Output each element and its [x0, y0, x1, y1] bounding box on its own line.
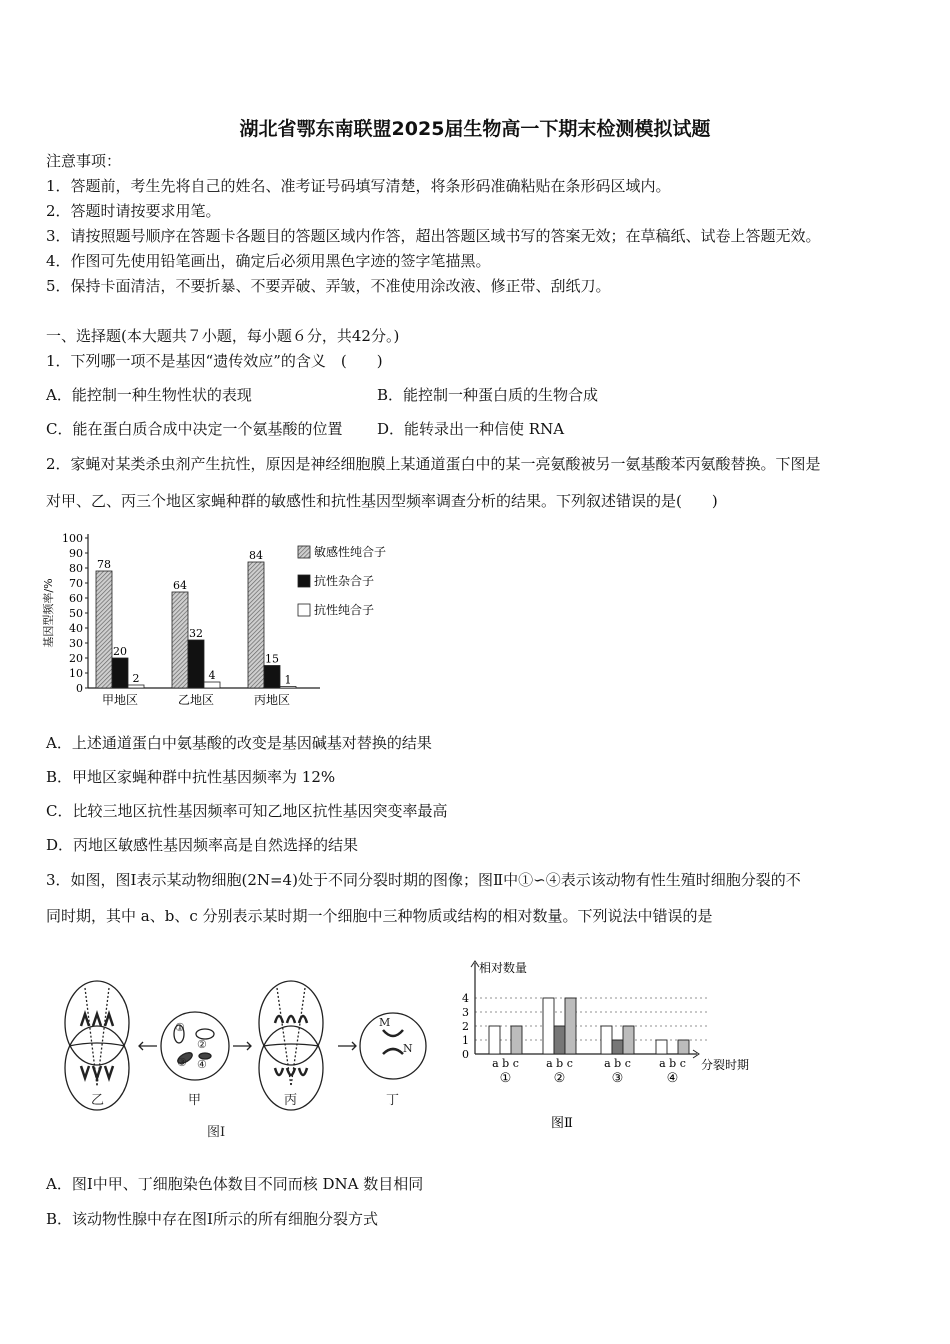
data-label: 1: [284, 673, 292, 687]
x-tick-label: 甲地区: [101, 693, 139, 707]
bar: [554, 1026, 565, 1054]
q1-option-c: C．能在蛋白质合成中决定一个氨基酸的位置: [46, 420, 343, 438]
q1-option-b: B．能控制一种蛋白质的生物合成: [377, 386, 599, 404]
period-label: ④: [666, 1071, 679, 1086]
q1-option-d: D．能转录出一种信使 RNA: [377, 420, 565, 438]
cell-ding: [360, 1013, 426, 1079]
y-tick-label: 90: [69, 547, 83, 560]
bar: [248, 562, 264, 688]
notice-item: 5．保持卡面清洁，不要折暴、不要弄破、弄皱，不准使用涂改液、修正带、刮纸刀。: [46, 277, 611, 295]
data-label: 2: [132, 672, 140, 685]
y-tick-label: 2: [462, 1020, 469, 1033]
abc-label: a b c: [659, 1057, 686, 1070]
q1-option-a: A．能控制一种生物性状的表现: [46, 386, 252, 404]
label-m: M: [379, 1016, 391, 1029]
cell-name: 丁: [386, 1093, 400, 1108]
q3-stem: 同时期，其中 a、b、c 分别表示某时期一个细胞中三种物质或结构的相对数量。下列说法中错误的是: [46, 907, 713, 925]
bar: [511, 1026, 522, 1054]
x-axis-label: 分裂时期: [701, 1058, 750, 1072]
q2-option-c: C．比较三地区抗性基因频率可知乙地区抗性基因突变率最高: [46, 802, 448, 820]
y-tick-label: 30: [69, 637, 83, 650]
bar: [280, 687, 296, 689]
figure-1-cell-division: [55, 968, 445, 1148]
y-tick-label: 40: [69, 622, 83, 635]
y-axis-label: 相对数量: [479, 961, 528, 975]
legend-swatch: [298, 604, 310, 616]
y-tick-label: 50: [69, 607, 83, 620]
y-tick-label: 20: [69, 652, 83, 665]
bar: [112, 658, 128, 688]
q2-option-a: A．上述通道蛋白中氨基酸的改变是基因碱基对替换的结果: [46, 734, 432, 752]
data-label: 78: [97, 558, 111, 571]
y-tick-label: 60: [69, 592, 83, 605]
legend-swatch: [298, 575, 310, 587]
period-label: ②: [553, 1071, 566, 1086]
y-tick-label: 1: [462, 1034, 469, 1047]
x-tick-label: 乙地区: [177, 693, 215, 707]
bar: [172, 592, 188, 688]
legend-label: 抗性纯合子: [314, 603, 375, 617]
q3-option-a: A．图Ⅰ中甲、丁细胞染色体数目不同而核 DNA 数目相同: [46, 1175, 424, 1193]
cell-jia: [161, 1012, 229, 1080]
y-tick-label: 4: [462, 992, 469, 1005]
data-label: 32: [189, 627, 203, 640]
genotype-frequency-chart: [40, 524, 400, 710]
legend-swatch: [298, 546, 310, 558]
label-c1: ①: [175, 1021, 185, 1034]
notice-item: 4．作图可先使用铅笔画出，确定后必须用黑色字迹的签字笔描黑。: [46, 252, 491, 270]
notice-item: 2．答题时请按要求用笔。: [46, 202, 221, 220]
bar: [601, 1026, 612, 1054]
label-c4: ④: [197, 1058, 207, 1071]
y-tick-label: 3: [462, 1006, 469, 1019]
bar: [656, 1040, 667, 1054]
cell-name: 甲: [188, 1093, 202, 1108]
y-tick-label: 10: [69, 667, 83, 680]
notice-item: 1．答题前，考生先将自己的姓名、准考证号码填写清楚，将条形码准确粘贴在条形码区域内。: [46, 177, 671, 195]
section-heading: 一、选择题(本大题共７小题，每小题６分，共42分。): [46, 327, 400, 345]
bar: [565, 998, 576, 1054]
figure-2-relative-amounts: [455, 955, 775, 1135]
q2-stem: 对甲、乙、丙三个地区家蝇种群的敏感性和抗性基因型频率调查分析的结果。下列叙述错误的是( ): [46, 492, 718, 510]
bar: [489, 1026, 500, 1054]
data-label: 15: [265, 652, 279, 666]
label-c3: ③: [177, 1056, 187, 1069]
cell-name: 丙: [284, 1093, 298, 1108]
y-tick-label: 100: [62, 532, 83, 545]
abc-label: a b c: [604, 1057, 631, 1070]
cell-yi: [65, 981, 129, 1110]
bar: [128, 685, 144, 688]
q3-option-b: B．该动物性腺中存在图Ⅰ所示的所有细胞分裂方式: [46, 1210, 378, 1228]
data-label: 4: [208, 669, 216, 682]
notice-item: 3．请按照题号顺序在答题卡各题目的答题区域内作答，超出答题区域书写的答案无效；在草稿纸、试卷上答题无效。: [46, 227, 821, 245]
bar: [96, 571, 112, 688]
q2-option-b: B．甲地区家蝇种群中抗性基因频率为 12%: [46, 768, 336, 786]
label-c2: ②: [197, 1038, 207, 1051]
bar: [264, 666, 280, 689]
abc-label: a b c: [546, 1057, 573, 1070]
bar: [612, 1040, 623, 1054]
x-tick-label: 丙地区: [253, 693, 291, 707]
data-label: 64: [173, 579, 187, 592]
figure-2-caption: 图Ⅱ: [551, 1116, 573, 1131]
bar: [188, 640, 204, 688]
bar: [623, 1026, 634, 1054]
q2-stem: 2．家蝇对某类杀虫剂产生抗性，原因是神经细胞膜上某通道蛋白中的某一亮氨酸被另一氨基酸苯丙氨酸替换。下图是: [46, 455, 821, 473]
data-label: 20: [113, 645, 127, 658]
y-tick-label: 0: [76, 682, 83, 695]
period-label: ③: [611, 1071, 624, 1086]
notice-heading: 注意事项：: [46, 152, 122, 170]
page-title: 湖北省鄂东南联盟2025届生物高一下期末检测模拟试题: [239, 118, 711, 140]
bar: [543, 998, 554, 1054]
q3-stem: 3．如图，图Ⅰ表示某动物细胞(2N=4)处于不同分裂时期的图像；图Ⅱ中①∽④表示该动物有性生殖时细胞分裂的不: [46, 871, 801, 889]
period-label: ①: [499, 1071, 512, 1086]
cell-bing: [259, 981, 323, 1110]
legend-label: 抗性杂合子: [314, 574, 375, 588]
abc-label: a b c: [492, 1057, 519, 1070]
y-tick-label: 80: [69, 562, 83, 575]
figure-1-caption: 图Ⅰ: [207, 1125, 226, 1140]
y-tick-label: 0: [462, 1048, 469, 1061]
data-label: 84: [249, 549, 263, 562]
cell-name: 乙: [91, 1093, 105, 1108]
y-tick-label: 70: [69, 577, 83, 590]
legend-label: 敏感性纯合子: [314, 545, 387, 559]
bar: [204, 682, 220, 688]
y-axis-label: 基因型频率/%: [42, 578, 55, 648]
q1-stem: 1．下列哪一项不是基因“遗传效应”的含义 ( ): [46, 352, 383, 370]
q2-option-d: D．丙地区敏感性基因频率高是自然选择的结果: [46, 836, 359, 854]
label-n: N: [403, 1042, 413, 1055]
bar: [678, 1040, 689, 1054]
